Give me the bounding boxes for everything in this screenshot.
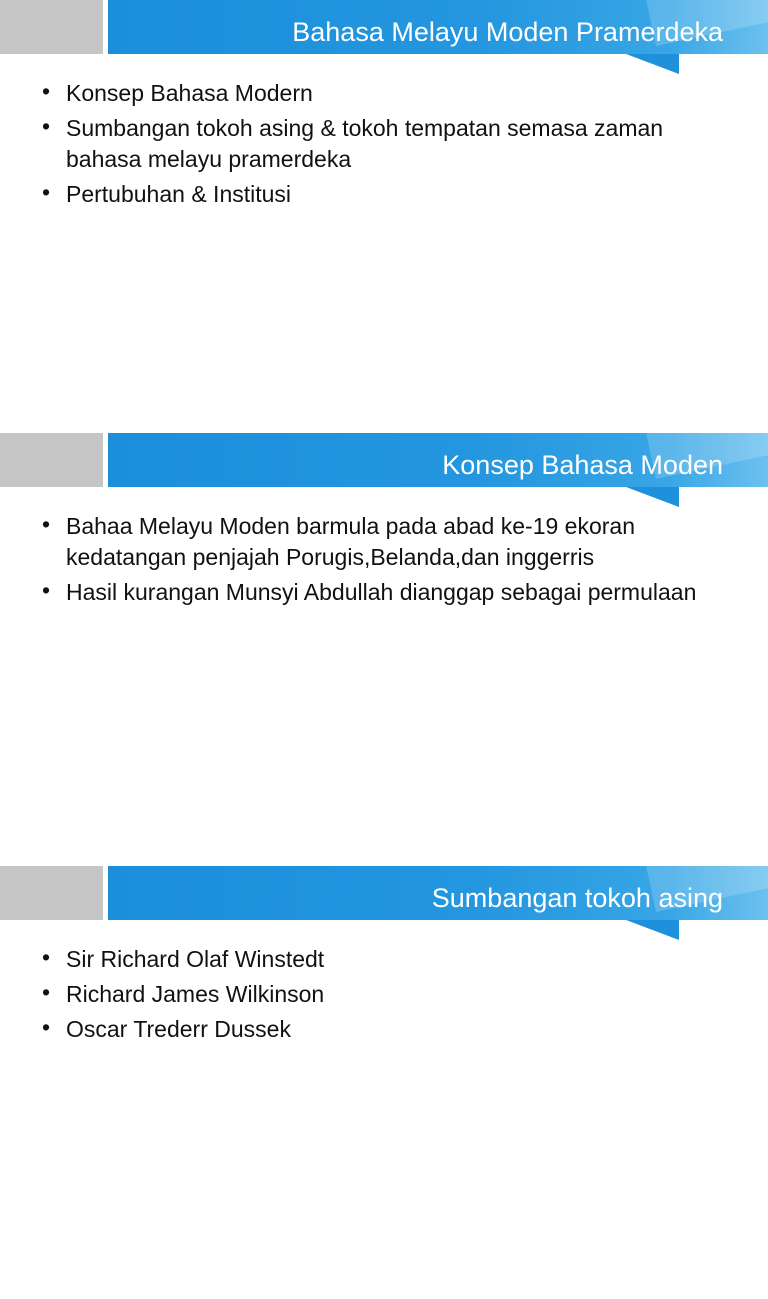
slide-1-bullet-list: [42, 78, 742, 214]
bullet-item: [42, 179, 742, 210]
slide-1-gray-block: [0, 0, 103, 54]
bullet-text: Pertubuhan & Institusi: [66, 181, 292, 207]
bullet-item: [42, 511, 742, 573]
bullet-text: Bahaa Melayu Moden barmula pada abad ke-19 ekoran kedatangan penjajah Porugis,Belanda,dan inggerris: [66, 513, 635, 570]
bullet-text: Sir Richard Olaf Winstedt: [66, 946, 325, 972]
slide-1-title-tab: [626, 54, 679, 74]
bullet-item: [42, 78, 742, 109]
bullet-item: [42, 979, 742, 1010]
bullet-icon: •: [42, 1014, 51, 1040]
slide-1: [0, 0, 768, 433]
slide-2-gray-block: [0, 433, 103, 487]
slide-2: [0, 433, 768, 866]
slide-3-bullet-list: [42, 944, 742, 1049]
bullet-item: [42, 113, 742, 175]
slide-2-bullet-list: [42, 511, 742, 612]
slide-2-title-bar: [108, 433, 768, 487]
bullet-icon: •: [42, 979, 51, 1005]
slide-2-title-tab: [626, 487, 679, 507]
bullet-text: Oscar Trederr Dussek: [66, 1016, 291, 1042]
bullet-item: [42, 944, 742, 975]
slide-3-title-bar: [108, 866, 768, 920]
bullet-item: [42, 577, 742, 608]
bullet-icon: •: [42, 179, 51, 205]
slide-3-gray-block: [0, 866, 103, 920]
slide-3-title-tab: [626, 920, 679, 940]
bullet-item: [42, 1014, 742, 1045]
slide-3-title: Sumbangan tokoh asing: [431, 883, 723, 913]
bullet-text: Richard James Wilkinson: [66, 981, 325, 1007]
bullet-icon: •: [42, 577, 51, 603]
bullet-text: Sumbangan tokoh asing & tokoh tempatan semasa zaman bahasa melayu pramerdeka: [66, 115, 664, 172]
slide-3: [0, 866, 768, 1299]
slide-1-title-bar: [108, 0, 768, 54]
slide-2-title: Konsep Bahasa Moden: [442, 450, 723, 480]
bullet-text: Konsep Bahasa Modern: [66, 80, 313, 106]
bullet-icon: •: [42, 113, 51, 139]
slide-1-title: Bahasa Melayu Moden Pramerdeka: [292, 17, 723, 47]
bullet-icon: •: [42, 511, 51, 537]
bullet-icon: •: [42, 944, 51, 970]
bullet-icon: •: [42, 78, 51, 104]
bullet-text: Hasil kurangan Munsyi Abdullah dianggap sebagai permulaan: [66, 579, 697, 605]
